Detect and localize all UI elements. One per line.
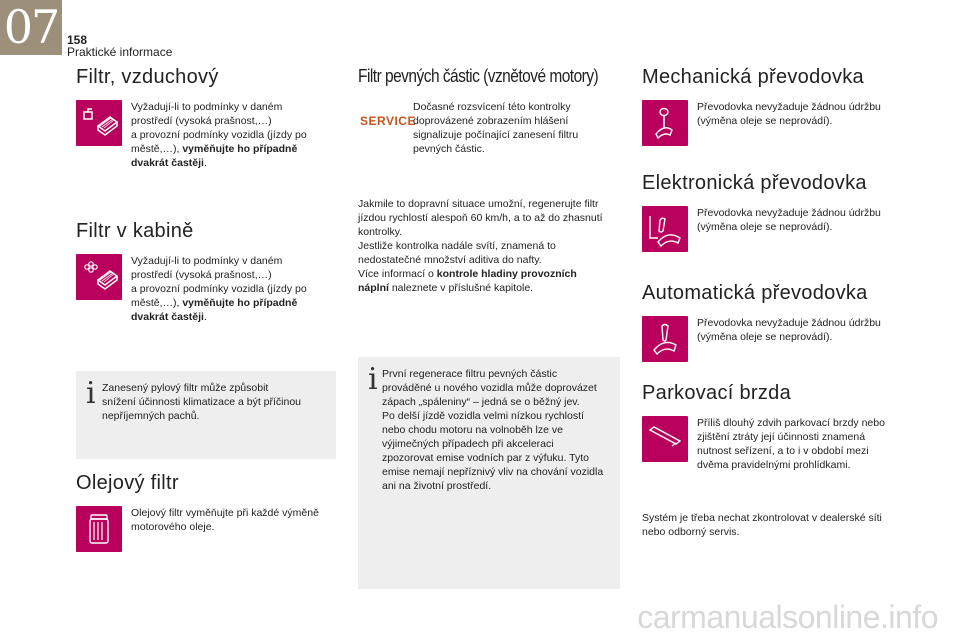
air-filter-heading: Filtr, vzduchový	[76, 66, 219, 88]
cabin-filter-note-text: Zanesený pylový filtr může způsobit snížení účinnosti klimatizace a být příčinou nepříjemných pachů.	[102, 382, 302, 422]
manual-gearbox-text: Převodovka nevyžaduje žádnou údržbu (výměna oleje se neprovádí).	[697, 101, 881, 127]
electronic-gearbox-icon	[642, 206, 688, 252]
cabin-filter-heading: Filtr v kabině	[76, 220, 194, 242]
particle-filter-heading: Filtr pevných částic (vznětové motory)	[358, 66, 599, 86]
electronic-gearbox-text: Převodovka nevyžaduje žádnou údržbu (výměna oleje se neprovádí).	[697, 207, 881, 233]
oil-filter-text: Olejový filtr vyměňujte při každé výměně motorového oleje.	[131, 507, 319, 533]
particle-filter-note-text: První regenerace filtru pevných částic prováděné u nového vozidla může doprovázet zápach „spáleniny“ – jedná se o běžný jev. Po delší jízdě vozidla velmi nízkou rychlostí nebo chodu motoru na volnoběh lze ve výjimečných případech při akceleraci zpozorovat emise vodních par z výfuku. Tyto emise nemají nepříznivý vliv na chování vozidla ani na životní prostředí.	[382, 368, 604, 492]
particle-filter-intro: Dočasné rozsvícení této kontrolky doprovázené zobrazením hlášení signalizuje počínající zanesení filtru pevných částic.	[413, 101, 579, 155]
oil-filter-heading: Olejový filtr	[76, 472, 179, 494]
automatic-gearbox-heading: Automatická převodovka	[642, 282, 868, 304]
electronic-gearbox-heading: Elektronická převodovka	[642, 172, 867, 194]
particle-filter-body: Jakmile to dopravní situace umožní, regenerujte filtr jízdou rychlostí alespoň 60 km/h, a to až do zhasnutí kontrolky. Jestliže kontrolka nadále svítí, znamená to nedostatečné množství aditiva do nafty. Více informací o kontrole hladiny provozních náplní naleznete v příslušné kapitole.	[358, 198, 603, 294]
automatic-gearbox-icon	[642, 316, 688, 362]
air-filter-icon	[76, 100, 122, 146]
parking-brake-footer: Systém je třeba nechat zkontrolovat v dealerské síti nebo odborný servis.	[642, 512, 882, 538]
page-number: 158	[67, 33, 88, 47]
parking-brake-icon	[642, 416, 688, 462]
oil-filter-icon	[76, 506, 122, 552]
parking-brake-text: Příliš dlouhý zdvih parkovací brzdy nebo zjištění ztráty její účinnosti znamená nutnost seřízení, a to i v období mezi dvěma pravidelnými prohlídkami.	[697, 417, 885, 471]
automatic-gearbox-text: Převodovka nevyžaduje žádnou údržbu (výměna oleje se neprovádí).	[697, 317, 881, 343]
chapter-number: 07	[0, 0, 62, 55]
cabin-filter-note	[76, 371, 336, 459]
air-filter-text: Vyžadují-li to podmínky v daném prostředí (vysoká prašnost,…) a provozní podmínky vozidla (jízdy po městě,…), vyměňujte ho případně dvakrát častěji.	[131, 101, 307, 169]
info-icon: i	[86, 376, 96, 411]
parking-brake-heading: Parkovací brzda	[642, 382, 792, 404]
info-icon: i	[368, 362, 378, 397]
watermark: carmanualsonline.info	[637, 599, 938, 635]
section-name: Praktické informace	[67, 45, 173, 59]
manual-gearbox-heading: Mechanická převodovka	[642, 66, 864, 88]
service-warning-icon: SERVICE	[360, 114, 416, 128]
cabin-filter-text: Vyžadují-li to podmínky v daném prostředí (vysoká prašnost,…) a provozní podmínky vozidla (jízdy po městě,…), vyměňujte ho případně dvakrát častěji.	[131, 255, 307, 323]
particle-filter-note	[358, 357, 620, 589]
manual-gearbox-icon	[642, 100, 688, 146]
cabin-filter-icon	[76, 254, 122, 300]
